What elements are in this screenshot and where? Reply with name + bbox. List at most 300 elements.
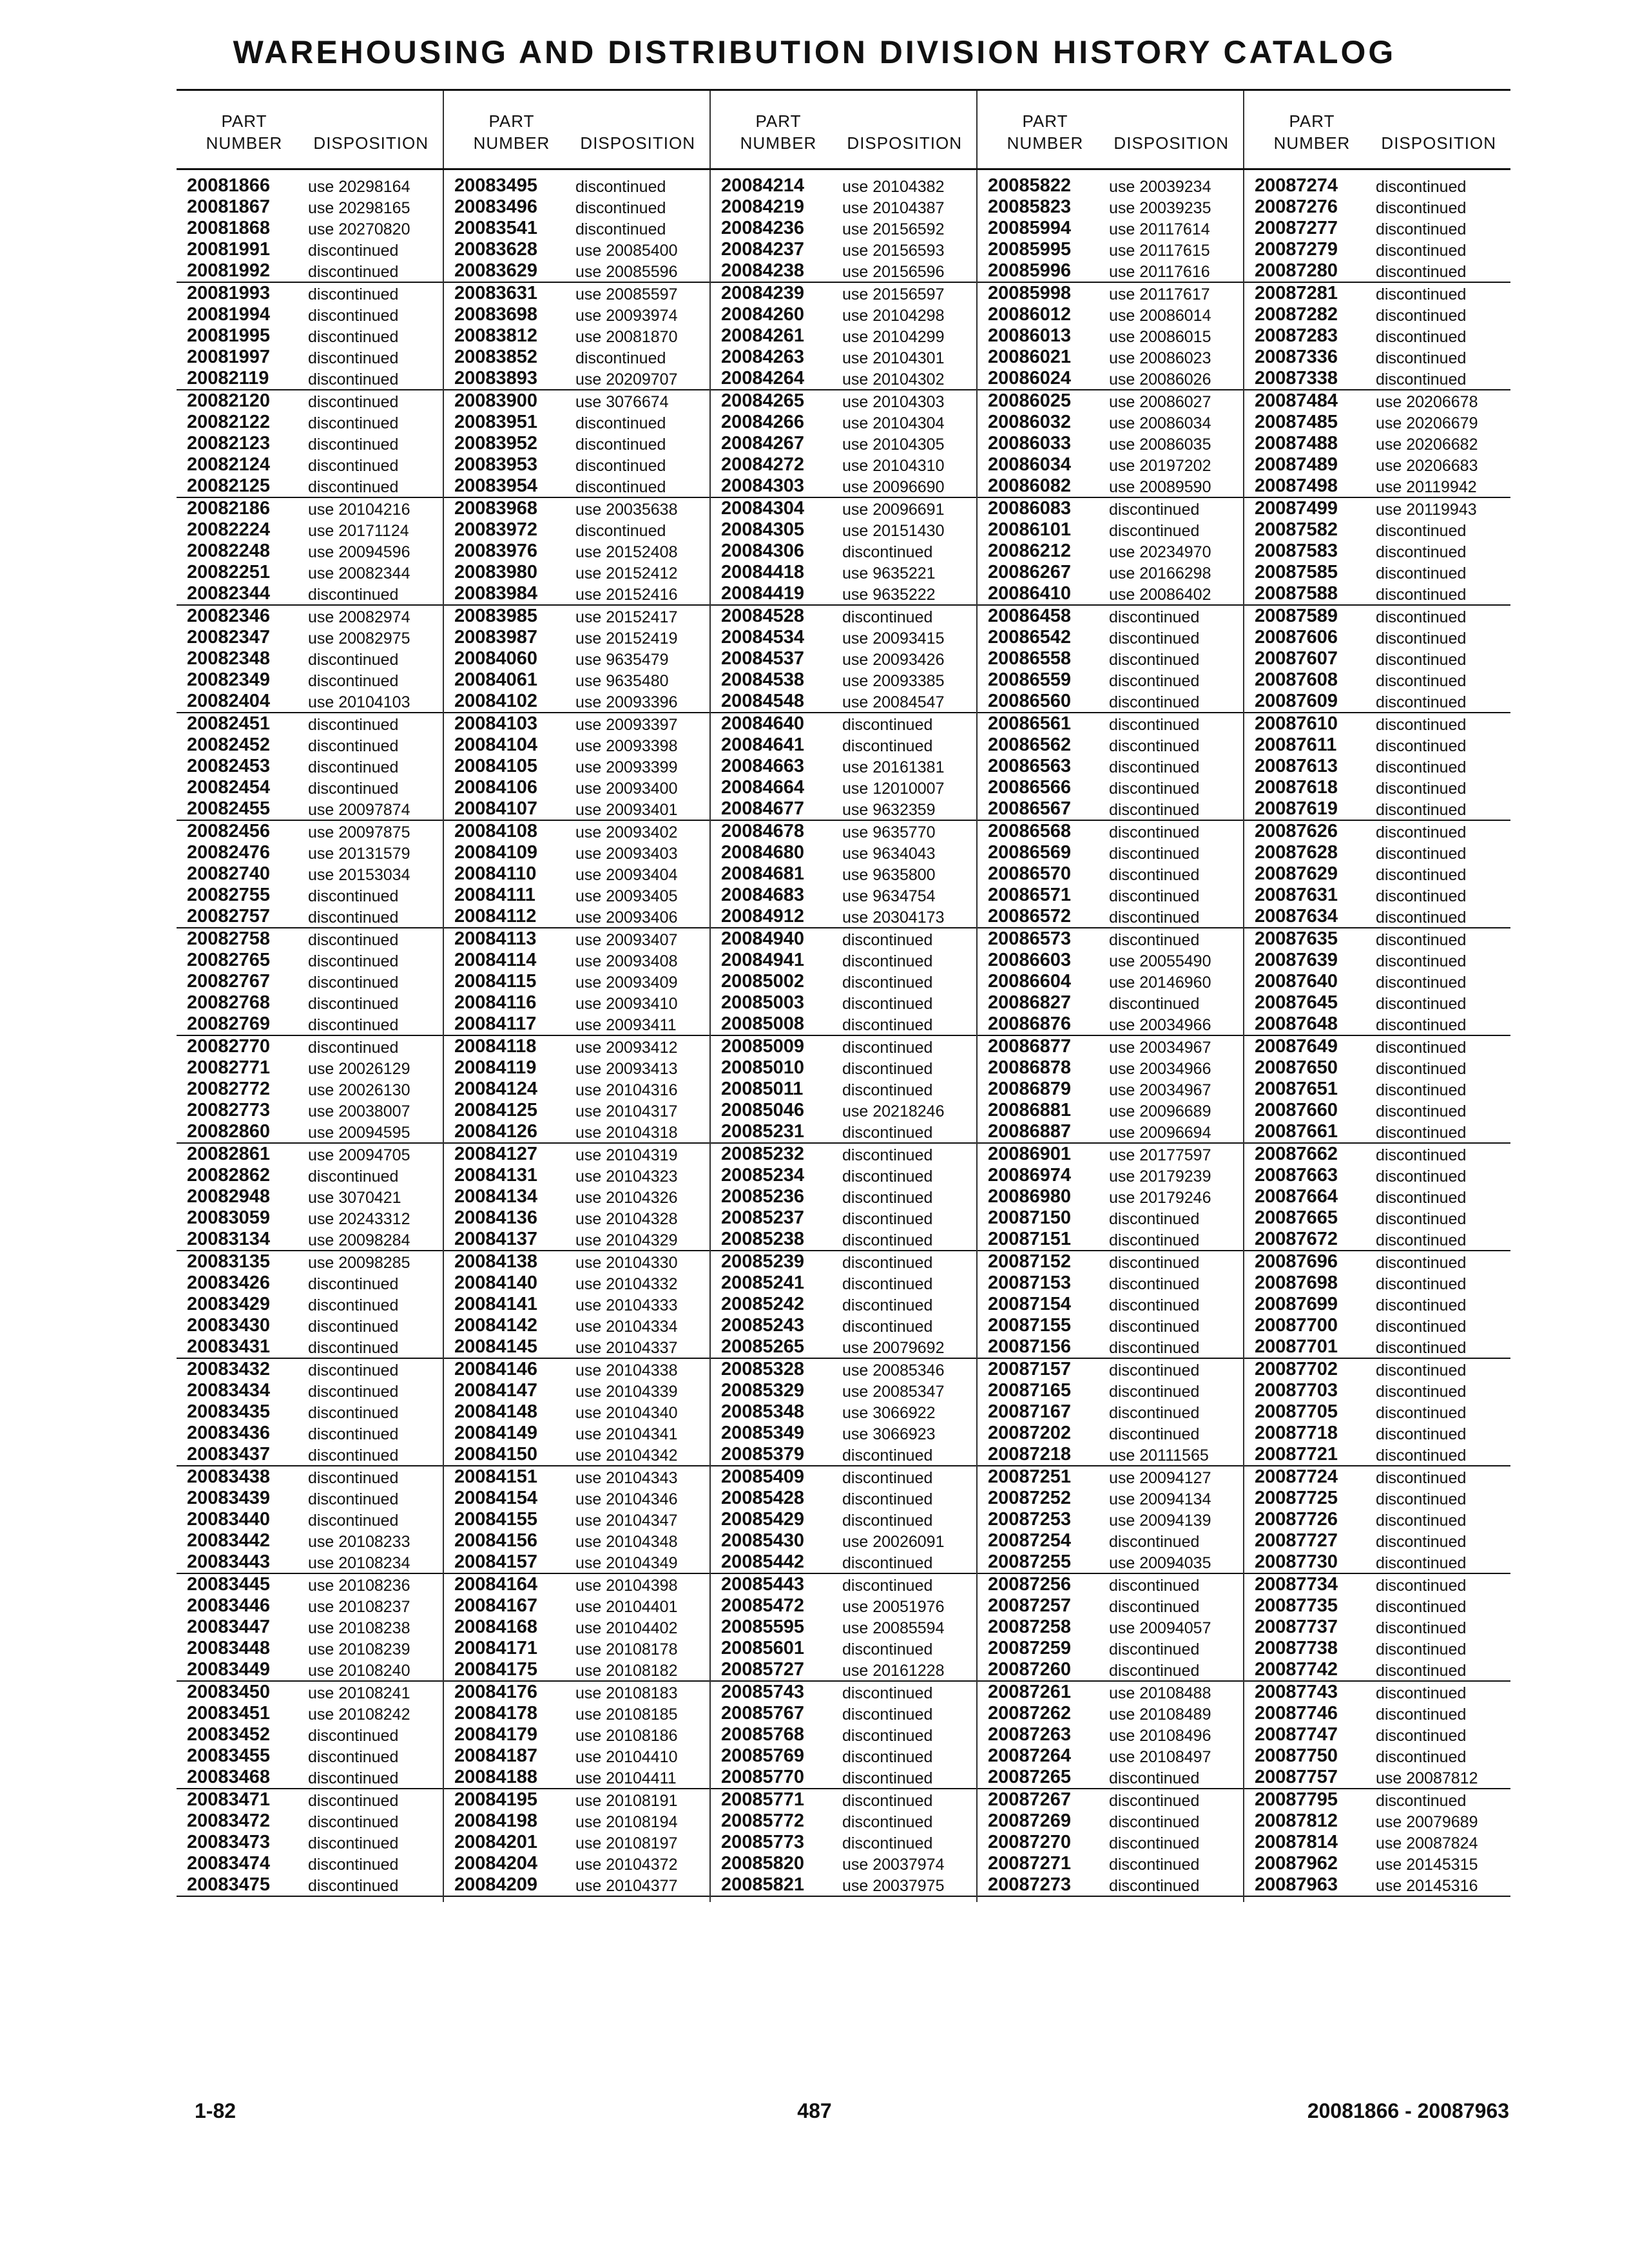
part-number: 20084306	[721, 541, 805, 561]
part-number: 20085329	[721, 1380, 805, 1401]
part-number: 20084681	[721, 863, 805, 884]
part-number: 20083436	[187, 1423, 271, 1443]
part-number: 20087699	[1255, 1294, 1338, 1314]
disposition: discontinued	[1376, 1533, 1467, 1551]
catalog-entry	[711, 1767, 976, 1789]
catalog-entry	[978, 1724, 1243, 1745]
part-number: 20087283	[1255, 325, 1338, 346]
disposition: use 20104304	[842, 414, 945, 432]
disposition: use 20104298	[842, 307, 945, 325]
part-number: 20084537	[721, 648, 805, 669]
catalog-entry	[711, 175, 976, 197]
part-number: 20086974	[988, 1165, 1072, 1186]
part-number: 20087814	[1255, 1832, 1338, 1852]
catalog-entry	[978, 1273, 1243, 1294]
catalog-entry	[177, 541, 443, 562]
part-number: 20083135	[187, 1251, 271, 1272]
catalog-entry	[1244, 1207, 1510, 1229]
disposition: use 20108237	[308, 1598, 410, 1616]
part-number: 20085231	[721, 1121, 805, 1142]
catalog-entry	[711, 1595, 976, 1617]
part-heading-line1: PART	[1022, 111, 1068, 131]
catalog-entry	[978, 885, 1243, 906]
part-number: 20085601	[721, 1638, 805, 1658]
catalog-entry	[711, 971, 976, 992]
catalog-entry	[1244, 1359, 1510, 1380]
part-number: 20087489	[1255, 454, 1338, 475]
disposition: use 20108234	[308, 1554, 410, 1572]
disposition: use 20270820	[308, 220, 410, 238]
disposition: discontinued	[1109, 1383, 1200, 1401]
catalog-entry	[978, 1617, 1243, 1638]
part-number: 20084305	[721, 519, 805, 540]
part-number: 20087154	[988, 1294, 1072, 1314]
disposition: discontinued	[308, 436, 399, 454]
disposition: use 20093410	[575, 995, 678, 1013]
catalog-entry	[177, 1466, 443, 1488]
catalog-entry	[177, 1789, 443, 1811]
catalog-entry	[978, 1682, 1243, 1703]
catalog-entry	[177, 304, 443, 325]
catalog-entry	[177, 1552, 443, 1574]
column-header	[1244, 90, 1510, 169]
disposition: discontinued	[308, 931, 399, 949]
part-number: 20087665	[1255, 1207, 1338, 1228]
disposition: discontinued	[1376, 328, 1467, 346]
part-number: 20085008	[721, 1014, 805, 1034]
catalog-entry	[444, 1853, 709, 1874]
part-number: 20084168	[454, 1617, 538, 1637]
catalog-entry	[1244, 1336, 1510, 1359]
catalog-entry	[978, 1595, 1243, 1617]
part-number: 20082765	[187, 950, 271, 970]
part-number: 20084664	[721, 777, 805, 798]
disposition: use 20104299	[842, 328, 945, 346]
disposition: use 20104310	[842, 457, 945, 475]
disposition: discontinued	[1109, 693, 1200, 711]
part-number: 20087619	[1255, 798, 1338, 819]
catalog-entry	[1244, 1229, 1510, 1251]
part-number: 20085232	[721, 1144, 805, 1164]
catalog-entry	[711, 1811, 976, 1832]
catalog-entry	[978, 260, 1243, 283]
part-number: 20084940	[721, 928, 805, 949]
catalog-entry	[1244, 1617, 1510, 1638]
disposition: discontinued	[1376, 1684, 1467, 1702]
disposition: use 20093405	[575, 887, 678, 905]
catalog-entry	[711, 1207, 976, 1229]
part-number: 20083812	[454, 325, 538, 346]
catalog-entry	[1244, 454, 1510, 476]
catalog-entry	[978, 390, 1243, 412]
catalog-entry	[978, 1703, 1243, 1724]
catalog-entry	[711, 1229, 976, 1251]
part-number: 20084150	[454, 1444, 538, 1465]
column-header-wrap	[1244, 110, 1510, 168]
disposition: use 20026130	[308, 1081, 410, 1099]
catalog-entry	[177, 476, 443, 498]
part-number: 20087167	[988, 1401, 1072, 1422]
part-number: 20087277	[1255, 218, 1338, 238]
catalog-entry	[711, 1530, 976, 1552]
disposition: use 20089590	[1109, 478, 1211, 496]
catalog-entry	[1244, 1552, 1510, 1574]
part-number: 20087273	[988, 1874, 1072, 1895]
catalog-entry	[177, 1574, 443, 1595]
part-number: 20086571	[988, 885, 1072, 905]
catalog-entry	[1244, 1682, 1510, 1703]
catalog-entry	[978, 1638, 1243, 1659]
part-number: 20087585	[1255, 562, 1338, 582]
part-number: 20087639	[1255, 950, 1338, 970]
footer-part-range: 20081866 - 20087963	[1307, 2099, 1509, 2122]
disposition: use 9632359	[842, 801, 936, 819]
catalog-entry	[711, 1165, 976, 1186]
disposition: discontinued	[308, 1446, 399, 1465]
part-number: 20084117	[454, 1014, 537, 1034]
catalog-entry	[177, 239, 443, 260]
catalog-entry	[1244, 842, 1510, 863]
part-number: 20084663	[721, 756, 805, 776]
part-number: 20084261	[721, 325, 805, 346]
disposition: use 20145315	[1376, 1856, 1478, 1874]
disposition: use 20085596	[575, 263, 678, 281]
disposition: discontinued	[1376, 307, 1467, 325]
catalog-entry	[444, 1574, 709, 1595]
part-number: 20082772	[187, 1079, 271, 1099]
disposition: discontinued	[308, 1769, 399, 1787]
part-number: 20087743	[1255, 1682, 1338, 1702]
part-number: 20087672	[1255, 1229, 1338, 1249]
part-number-heading	[463, 110, 560, 154]
disposition: use 20108242	[308, 1706, 410, 1724]
disposition: use 20206679	[1376, 414, 1478, 432]
disposition: discontinued	[308, 370, 399, 389]
part-number: 20083472	[187, 1811, 271, 1831]
part-number: 20087611	[1255, 735, 1337, 755]
catalog-entry	[1244, 906, 1510, 928]
catalog-entry	[711, 304, 976, 325]
catalog-entry	[978, 541, 1243, 562]
part-number: 20081993	[187, 283, 271, 303]
catalog-entry	[711, 1703, 976, 1724]
part-number: 20081866	[187, 175, 271, 196]
disposition: discontinued	[1376, 285, 1467, 303]
part-number: 20087257	[988, 1595, 1072, 1616]
disposition: discontinued	[842, 1469, 933, 1487]
catalog-entry	[444, 1401, 709, 1423]
catalog-entry	[444, 1144, 709, 1165]
part-number: 20083439	[187, 1488, 271, 1508]
part-heading-line2: NUMBER	[740, 133, 817, 153]
disposition: discontinued	[1376, 758, 1467, 776]
part-number: 20082476	[187, 842, 271, 863]
disposition: use 20039235	[1109, 199, 1211, 217]
catalog-entry	[444, 798, 709, 821]
disposition: discontinued	[1109, 1339, 1200, 1357]
disposition: discontinued	[1376, 780, 1467, 798]
catalog-entry	[444, 1423, 709, 1444]
catalog-entry	[711, 197, 976, 218]
disposition: use 20082975	[308, 629, 410, 648]
part-number: 20087338	[1255, 368, 1338, 389]
disposition: discontinued	[1109, 1296, 1200, 1314]
disposition: use 20086015	[1109, 328, 1211, 346]
part-number: 20084140	[454, 1273, 538, 1293]
disposition: discontinued	[308, 908, 399, 927]
catalog-entry	[177, 648, 443, 669]
disposition: discontinued	[1376, 1640, 1467, 1658]
catalog-entry	[177, 1100, 443, 1121]
catalog-entry	[1244, 1659, 1510, 1682]
catalog-entry	[1244, 562, 1510, 583]
catalog-entry	[978, 798, 1243, 821]
disposition: discontinued	[1376, 1490, 1467, 1508]
part-heading-line2: NUMBER	[1273, 133, 1351, 153]
disposition: discontinued	[308, 1512, 399, 1530]
disposition: discontinued	[842, 1039, 933, 1057]
part-number: 20084179	[454, 1724, 538, 1745]
column-header	[710, 90, 977, 169]
disposition-heading: DISPOSITION	[1113, 133, 1229, 153]
part-number: 20087279	[1255, 239, 1338, 260]
disposition: discontinued	[308, 307, 399, 325]
part-number: 20083952	[454, 433, 538, 454]
part-number: 20083452	[187, 1724, 271, 1745]
disposition: use 20104329	[575, 1231, 678, 1249]
disposition: discontinued	[1376, 952, 1467, 970]
disposition: use 20093400	[575, 780, 678, 798]
part-heading-line2: NUMBER	[206, 133, 283, 153]
catalog-entry	[1244, 1315, 1510, 1336]
catalog-entry	[444, 756, 709, 777]
part-number: 20083951	[454, 412, 538, 432]
disposition: discontinued	[1376, 370, 1467, 389]
disposition: use 20104346	[575, 1490, 678, 1508]
disposition: discontinued	[1376, 1361, 1467, 1379]
disposition: use 20119942	[1376, 478, 1477, 496]
disposition: use 20206683	[1376, 457, 1478, 475]
catalog-entry	[1244, 950, 1510, 971]
catalog-entry	[1244, 541, 1510, 562]
disposition: discontinued	[842, 1275, 933, 1293]
disposition: discontinued	[842, 974, 933, 992]
part-number: 20082348	[187, 648, 271, 669]
catalog-entry	[711, 1423, 976, 1444]
disposition: use 20096694	[1109, 1124, 1211, 1142]
catalog-entry	[177, 971, 443, 992]
catalog-entry	[711, 992, 976, 1014]
part-number: 20082404	[187, 691, 271, 711]
part-number: 20084061	[454, 669, 538, 690]
part-number: 20082122	[187, 412, 271, 432]
part-number: 20087484	[1255, 390, 1338, 411]
part-number: 20087698	[1255, 1273, 1338, 1293]
part-number: 20083698	[454, 304, 538, 325]
catalog-entry	[711, 777, 976, 798]
disposition: discontinued	[1376, 931, 1467, 949]
disposition: discontinued	[308, 995, 399, 1013]
part-number: 20087721	[1255, 1444, 1338, 1465]
part-number: 20085428	[721, 1488, 805, 1508]
disposition-heading: DISPOSITION	[847, 133, 962, 153]
catalog-entry	[978, 606, 1243, 627]
catalog-entry	[444, 1315, 709, 1336]
disposition: discontinued	[1109, 501, 1200, 519]
catalog-entry	[444, 713, 709, 735]
disposition: use 20104343	[575, 1469, 678, 1487]
part-number: 20084548	[721, 691, 805, 711]
catalog-entry	[711, 735, 976, 756]
disposition: discontinued	[842, 1168, 933, 1186]
catalog-entry	[1244, 368, 1510, 390]
part-number: 20084109	[454, 842, 538, 863]
part-number: 20085743	[721, 1682, 805, 1702]
disposition: use 20104319	[575, 1146, 678, 1164]
part-heading-line2: NUMBER	[1007, 133, 1084, 153]
catalog-entry	[177, 1682, 443, 1703]
catalog-entry	[177, 735, 443, 756]
disposition: use 9634043	[842, 845, 936, 863]
catalog-entry	[978, 1100, 1243, 1121]
disposition: use 20079689	[1376, 1813, 1478, 1831]
catalog-entry	[978, 648, 1243, 669]
part-number: 20086267	[988, 562, 1072, 582]
catalog-entry	[1244, 1724, 1510, 1745]
part-number: 20087645	[1255, 992, 1338, 1013]
part-number: 20085821	[721, 1874, 805, 1895]
catalog-entry	[978, 627, 1243, 648]
disposition: use 20108186	[575, 1727, 678, 1745]
disposition: discontinued	[1109, 908, 1200, 927]
disposition: use 20108238	[308, 1619, 410, 1637]
part-number: 20087613	[1255, 756, 1338, 776]
disposition: use 20093397	[575, 716, 678, 734]
catalog-entry	[711, 1036, 976, 1057]
catalog-entry	[711, 627, 976, 648]
catalog-entry	[711, 1444, 976, 1466]
catalog-entry	[978, 1036, 1243, 1057]
part-number: 20087251	[988, 1466, 1072, 1487]
disposition: discontinued	[842, 737, 933, 755]
disposition: discontinued	[308, 1748, 399, 1766]
part-number: 20084127	[454, 1144, 538, 1164]
part-number: 20084238	[721, 260, 805, 281]
disposition: use 20104103	[308, 693, 410, 711]
part-number: 20085234	[721, 1165, 805, 1186]
catalog-entry	[1244, 1745, 1510, 1767]
part-number: 20084138	[454, 1251, 538, 1272]
part-number: 20085770	[721, 1767, 805, 1787]
disposition: discontinued	[308, 887, 399, 905]
disposition: discontinued	[575, 349, 666, 367]
catalog-entry	[711, 283, 976, 304]
disposition: use 20117617	[1109, 285, 1210, 303]
part-number: 20087267	[988, 1789, 1072, 1810]
part-number: 20082770	[187, 1036, 271, 1057]
catalog-entry	[177, 347, 443, 368]
disposition: discontinued	[1376, 887, 1467, 905]
disposition: use 20177597	[1109, 1146, 1211, 1164]
catalog-entry	[711, 1294, 976, 1315]
catalog-entry	[978, 1853, 1243, 1874]
catalog-entry	[711, 239, 976, 260]
part-number: 20084148	[454, 1401, 538, 1422]
disposition: discontinued	[1376, 1060, 1467, 1078]
catalog-entry	[1244, 476, 1510, 498]
column-header-wrap	[177, 110, 443, 168]
catalog-entry	[444, 928, 709, 950]
catalog-entry	[444, 627, 709, 648]
disposition: discontinued	[575, 478, 666, 496]
disposition: use 20093404	[575, 866, 678, 884]
part-number: 20083449	[187, 1659, 271, 1680]
disposition: discontinued	[1376, 801, 1467, 819]
page-title: WAREHOUSING AND DISTRIBUTION DIVISION HISTORY CATALOG	[233, 34, 1396, 70]
part-number: 20087583	[1255, 541, 1338, 561]
catalog-entry	[177, 606, 443, 627]
catalog-entry	[711, 325, 976, 347]
part-number: 20084141	[454, 1294, 538, 1314]
part-number: 20087662	[1255, 1144, 1338, 1164]
disposition: discontinued	[308, 414, 399, 432]
disposition: use 20097875	[308, 823, 410, 841]
part-number: 20082347	[187, 627, 271, 648]
catalog-entry	[444, 1057, 709, 1079]
disposition: use 20104303	[842, 393, 945, 411]
disposition: discontinued	[842, 1124, 933, 1142]
catalog-entry	[1244, 197, 1510, 218]
disposition: use 20086027	[1109, 393, 1211, 411]
catalog-entry	[177, 197, 443, 218]
part-number: 20086877	[988, 1036, 1072, 1057]
disposition: discontinued	[1376, 1425, 1467, 1443]
disposition: use 20104401	[575, 1598, 678, 1616]
column-entries	[177, 170, 443, 1902]
part-number: 20081991	[187, 239, 271, 260]
disposition: use 20085594	[842, 1619, 945, 1637]
disposition: use 3070421	[308, 1189, 401, 1207]
catalog-entry	[1244, 1014, 1510, 1036]
part-number: 20086025	[988, 390, 1072, 411]
disposition: discontinued	[842, 1813, 933, 1831]
catalog-entry	[177, 1874, 443, 1897]
catalog-entry	[711, 1079, 976, 1100]
catalog-entry	[711, 1659, 976, 1682]
catalog-entry	[444, 1488, 709, 1509]
part-number: 20082349	[187, 669, 271, 690]
part-number: 20082123	[187, 433, 271, 454]
disposition: discontinued	[308, 586, 399, 604]
disposition: discontinued	[575, 199, 666, 217]
catalog-entry	[177, 885, 443, 906]
disposition: discontinued	[1109, 1813, 1200, 1831]
catalog-entry	[1244, 1057, 1510, 1079]
catalog-entry	[1244, 1444, 1510, 1466]
part-number: 20087812	[1255, 1811, 1338, 1831]
disposition: discontinued	[842, 716, 933, 734]
column-entries	[711, 170, 976, 1902]
part-number: 20087263	[988, 1724, 1072, 1745]
disposition: discontinued	[308, 349, 399, 367]
disposition: discontinued	[1376, 693, 1467, 711]
part-number: 20085822	[988, 175, 1072, 196]
disposition: discontinued	[842, 1231, 933, 1249]
part-number: 20087258	[988, 1617, 1072, 1637]
catalog-entry	[444, 691, 709, 713]
catalog-entry	[177, 1057, 443, 1079]
part-number: 20087661	[1255, 1121, 1338, 1142]
